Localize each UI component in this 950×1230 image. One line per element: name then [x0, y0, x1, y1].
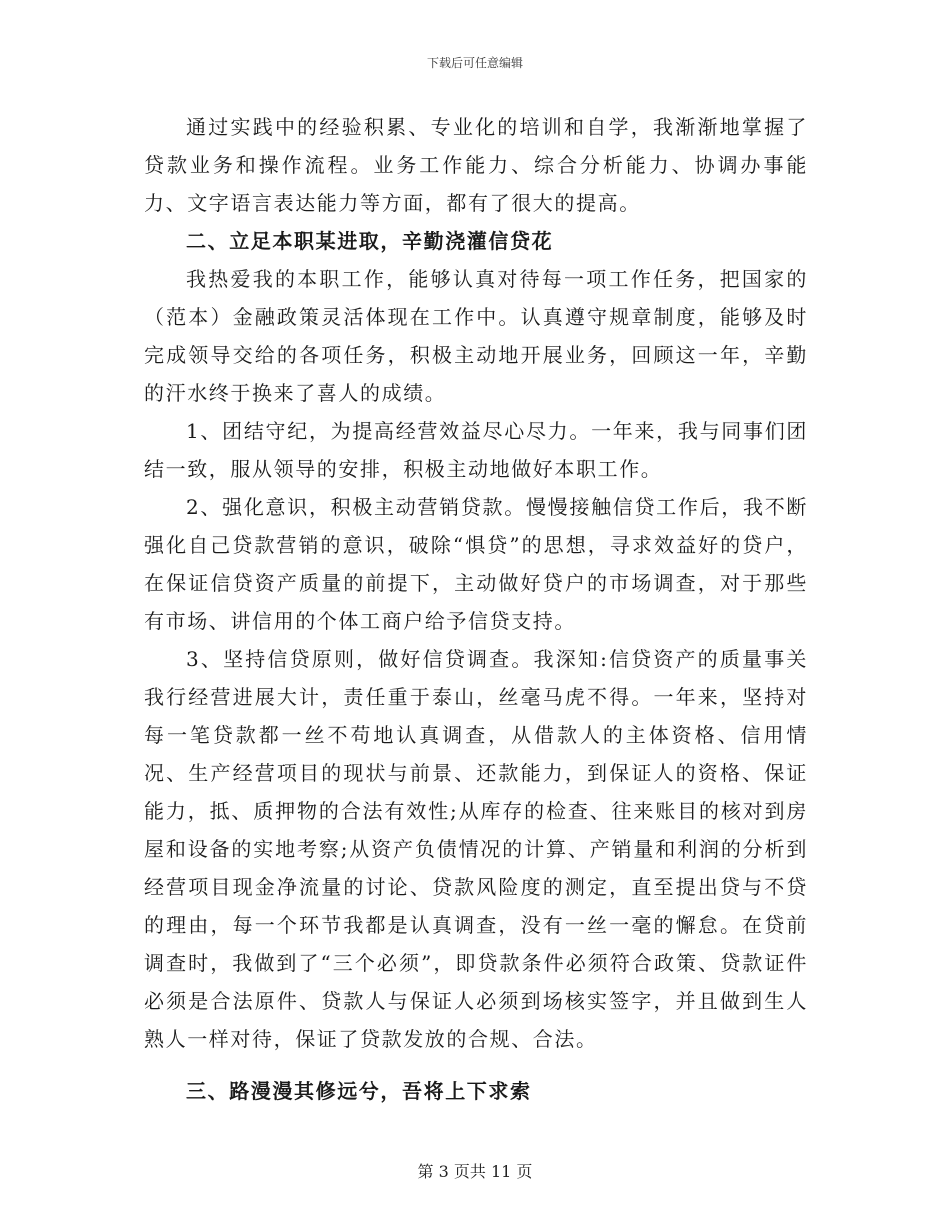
section-heading-three: 三、路漫漫其修远兮，吾将上下求索 — [186, 1079, 532, 1103]
paragraph-love-work: 我热爱我的本职工作，能够认真对待每一项工作任务，把国家的（范本）金融政策灵活体现在工作中。认真遵守规章制度，能够及时完成领导交给的各项任务，积极主动地开展业务，回顾这一年，辛勤的汗水终于换来了喜人的成绩。 — [144, 267, 808, 405]
paragraph-item-1: 1、团结守纪，为提高经营效益尽心尽力。一年来，我与同事们团结一致，服从领导的安排，积极主动地做好本职工作。 — [144, 419, 808, 481]
document-body — [144, 108, 808, 1110]
paragraph-skills: 通过实践中的经验积累、专业化的培训和自学，我渐渐地掌握了贷款业务和操作流程。业务工作能力、综合分析能力、协调办事能力、文字语言表达能力等方面，都有了很大的提高。 — [144, 115, 808, 215]
paragraph-item-3: 3、坚持信贷原则，做好信贷调查。我深知:信贷资产的质量事关我行经营进展大计，责任重于泰山，丝毫马虎不得。一年来，坚持对每一笔贷款都一丝不苟地认真调查，从借款人的主体资格、信用情况、生产经营项目的现状与前景、还款能力，到保证人的资格、保证能力，抵、质押物的合法有效性;从库存的检查、往来账目的核对到房屋和设备的实地考察;从资产负债情况的计算、产销量和利润的分析到经营项目现金净流量的讨论、贷款风险度的测定，直至提出贷与不贷的理由，每一个环节我都是认真调查，没有一丝一毫的懈怠。在贷前调查时，我做到了“三个必须”，即贷款条件必须符合政策、贷款证件必须是合法原件、贷款人与保证人必须到场核实签字，并且做到生人熟人一样对待，保证了贷款发放的合规、合法。 — [144, 647, 808, 1051]
page-number: 第 3 页共 11 页 — [417, 1162, 533, 1181]
page-header: 下载后可任意编辑 — [426, 56, 523, 70]
section-heading-two: 二、立足本职某进取，辛勤浇灌信贷花 — [186, 229, 554, 253]
paragraph-item-2: 2、强化意识，积极主动营销贷款。慢慢接触信贷工作后，我不断强化自己贷款营销的意识，破除“惧贷”的思想，寻求效益好的贷户，在保证信贷资产质量的前提下，主动做好贷户的市场调查，对于那些有市场、讲信用的个体工商户给予信贷支持。 — [144, 495, 808, 633]
